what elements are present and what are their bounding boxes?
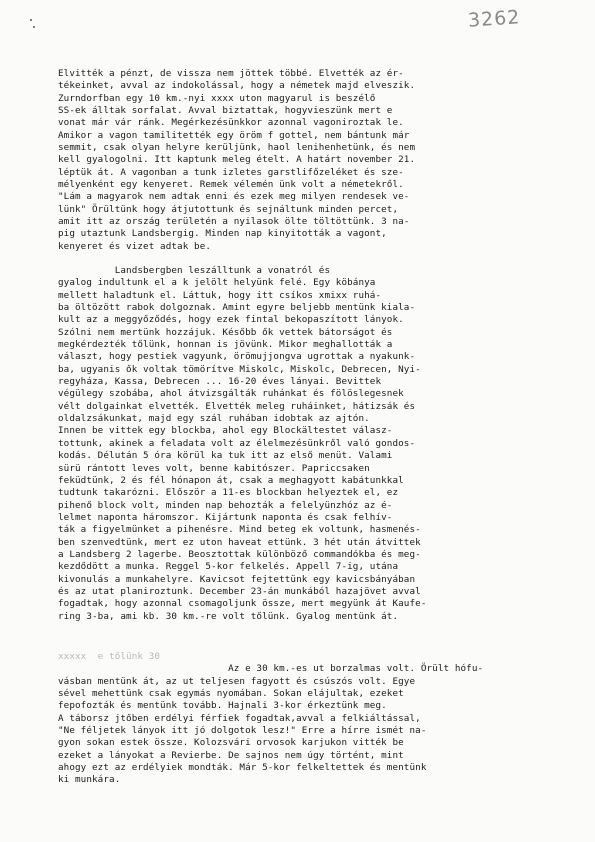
text-line: ezeket a lányokat a Revierbe. De sajnos nem úgy történt, mint — [58, 749, 404, 761]
text-line: pig utaztunk Landsbergig. Minden nap kinyitották a vagont, — [58, 228, 387, 240]
paragraph-3 — [58, 651, 528, 787]
text-line: semmit, csak olyan helyre kerüljünk, haol lenihenhetünk, és nem — [58, 142, 416, 154]
text-line: vélt dolgainkat elvették. Elvették meleg ruháinket, hátizsák és — [58, 400, 416, 412]
text-line: Elvitték a pénzt, de vissza nem jöttek többé. Elvették az ér- — [58, 68, 404, 79]
text-line: kezdődött a munka. Reggel 5-kor felkelés. Appell 7-ig, utána — [58, 561, 399, 573]
text-line: vásban mentünk át, az ut teljesen fagyott és csúszós volt. Egye — [58, 675, 416, 687]
text-line: pihenő block volt, minden nap behozták a felelyünzhóz az é- — [58, 499, 393, 511]
text-line: választ, hogy pestiek vagyunk, örömujjongva ugrottak a nyakunk- — [58, 351, 416, 363]
text-line: vonat már vár ránk. Megérkezésünkkor azonnal vagoniroztak le. — [58, 117, 404, 129]
text-line: kult az a meggyőződés, hogy ezek fintal bekopaszított lányok. — [58, 314, 404, 326]
scan-speck — [30, 19, 32, 21]
paragraph-1 — [58, 68, 528, 253]
text-line: Szólni nem mertünk hozzájuk. Később ők vettek bátorságot és — [58, 326, 393, 338]
text-line: ki munkára. — [58, 774, 121, 786]
text-line: Amikor a vagon tamilitették egy öröm f gottel, nem bántunk már — [58, 129, 410, 141]
text-line: tékeinket, avval az indokolással, hogy a németek majd elveszik. — [58, 80, 416, 92]
text-line: a Landsberg 2 lagerbe. Beosztottak különböző commandókba és meg- — [58, 548, 421, 560]
text-line: feküdtünk, 2 és fél hónapon át, csak a meghagyott kabátunkkal — [58, 474, 404, 486]
text-line: léptük át. A vagonban a tunk izletes garstlifőzeléket és sze- — [58, 166, 404, 178]
text-line: gyon sokan estek össze. Kolozsvári orvosok karjukon vitték be — [58, 737, 404, 749]
text-line: lünk" Örültünk hogy átjutottunk és sejnáltunk minden percet, — [58, 203, 399, 215]
text-line: Zurndorfban egy 10 km.-nyi xxxx uton magyarul is beszélő — [58, 92, 376, 104]
text-line: mellett haladtunk el. Láttuk, hogy itt csíkos xmixx ruhá- — [58, 289, 382, 301]
text-line: Az e 30 km.-es ut borzalmas volt. Örült hófu- — [58, 663, 484, 675]
text-line: Innen be vittek egy blockba, ahol egy Blockältestet válasz- — [58, 425, 393, 437]
text-line: Landsbergben leszálltunk a vonatról és — [58, 265, 331, 276]
text-line: sével mehettünk csak egymás nyomában. Sokan elájultak, ezeket — [58, 688, 404, 700]
text-line: ahogy ezt az erdélyiek mondták. Már 5-kor felkeltettek és mentünk — [58, 762, 427, 774]
text-line: fepofozták és mentünk tovább. Hajnali 3-kor érkeztünk meg. — [58, 700, 387, 712]
text-line: mélyenként egy kenyeret. Remek vélemén ünk volt a németekről. — [58, 179, 404, 191]
text-line: SS-ek álltak sorfalat. Avval biztattak, hogyvieszünk mert e — [58, 105, 393, 117]
text-line: amit itt az ország területén a nyilasok ölte töltöttünk. 3 na- — [58, 216, 410, 228]
text-line: ba öltözött rabok dolgoznak. Amint egyre beljebb mentünk kiala- — [58, 302, 416, 314]
page-number: 3262 — [467, 6, 522, 32]
text-line: kenyeret és vizet adtak be. — [58, 240, 212, 252]
scan-speck — [33, 26, 35, 28]
text-line: xxxxx e tőlünk 30 — [58, 651, 161, 662]
text-line: "Lám a magyarok nem adtak enni és ezek meg milyen rendesek ve- — [58, 191, 410, 203]
text-line: regyháza, Kassa, Debrecen ... 16-20 éves lányai. Bevittek — [58, 376, 382, 388]
text-line: végülegy szobába, ahol átvizsgálták ruhánkat és fölöslegesnek — [58, 388, 404, 400]
paragraph-2 — [58, 265, 528, 623]
text-line: kell gyalogolni. Itt kaptunk meleg ételt. A határt november 21. — [58, 154, 416, 166]
text-line: "Ne féljetek lányok itt jó dolgotok lesz!" Erre a hírre ismét na- — [58, 725, 427, 737]
text-line: gyalog indultunk el a k jelölt helyünk felé. Egy köbánya — [58, 277, 376, 289]
text-line: A táborsz jtőben erdélyi férfiek fogadtak,avval a felkiáltással, — [58, 712, 421, 724]
text-line: kivonulás a munkahelyre. Kavicsot fejtettünk egy kavicsbányában — [58, 573, 416, 585]
text-line: megkérdezték tőlünk, honnan is jövünk. Mikor meghallották a — [58, 339, 393, 351]
text-line: tudtunk takarózni. Először a 11-es blockban helyeztek el, ez — [58, 487, 399, 499]
text-line: kodás. Délután 5 óra körül ka tuk itt az első menüt. Valami — [58, 450, 393, 462]
text-line: oldalzsákunkat, majd egy szál ruhában idobtak az ajtón. — [58, 413, 370, 425]
text-line: ták a figyelmünket a pihenésre. Mind beteg ek voltunk, hasmenés- — [58, 524, 421, 536]
text-line: lelmet naponta háromszor. Kijártunk naponta és csak felhív- — [58, 511, 393, 523]
text-line: ben szenvedtünk, mert ez uton haveat ettünk. 3 hét után átvittek — [58, 536, 421, 548]
text-line: ba, ugyanis ők voltak tömörítve Miskolc, Miskolc, Debrecen, Nyi- — [58, 363, 421, 375]
text-line: ring 3-ba, ami kb. 30 km.-re volt tőlünk. Gyalog mentünk át. — [58, 610, 399, 622]
text-line: fogadtak, hogy azonnal csomagoljunk össze, mert megyünk át Kaufe- — [58, 598, 427, 610]
text-line: tottunk, akinek a feladata volt az élelmezésünkről való gondos- — [58, 437, 416, 449]
text-line: és az utat planiroztunk. December 23-án munkából hazajövet avval — [58, 585, 421, 597]
text-line: sürü rántott leves volt, benne kabitószer. Papriccsaken — [58, 462, 370, 474]
